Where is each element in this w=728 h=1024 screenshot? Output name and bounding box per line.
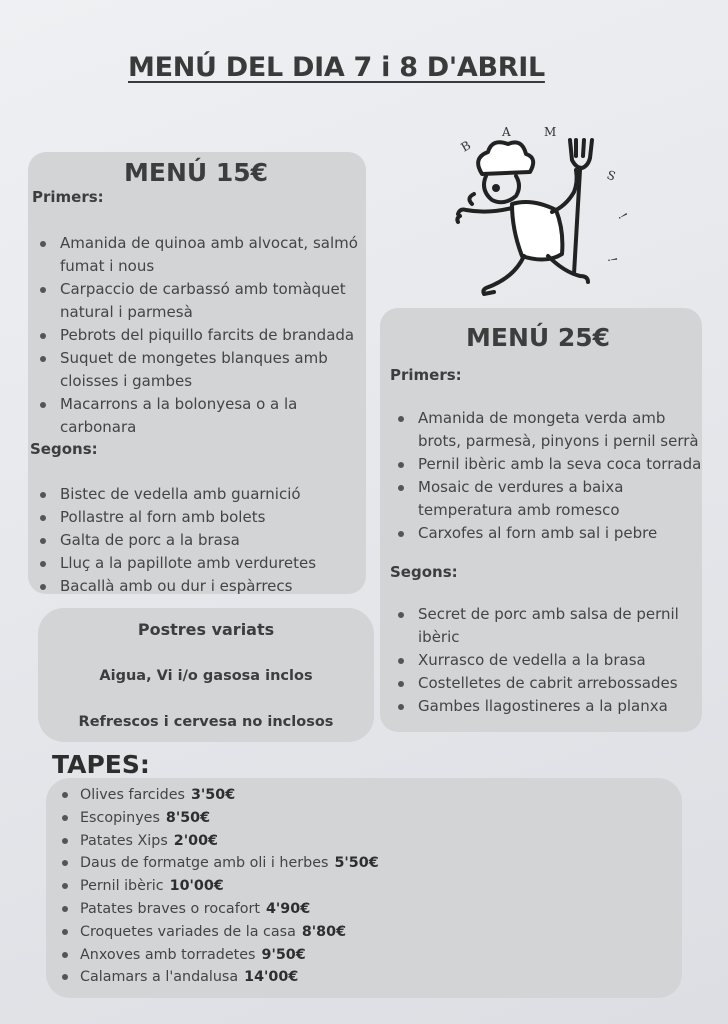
tapa-name: Anxoves amb torradetes xyxy=(80,946,256,963)
tapa-price: 10'00€ xyxy=(169,878,224,895)
list-item: Mosaic de verdures a baixa temperatura amb romesco xyxy=(394,476,701,522)
tapa-name: Daus de formatge amb oli i herbes xyxy=(80,855,329,872)
tapa-price: 2'00€ xyxy=(173,832,218,849)
tapa-name: Olives farcides xyxy=(80,787,185,803)
list-item: Carpaccio de carbassó amb tomàquet natural i parmesà xyxy=(36,278,358,324)
list-item xyxy=(58,898,379,921)
tapa-price: 14'00€ xyxy=(244,969,299,986)
tapes-list xyxy=(58,784,379,989)
menu-15-segons-label: Segons: xyxy=(30,440,98,458)
chef-letter-exclaim: ! xyxy=(615,210,630,222)
tapa-price: 3'50€ xyxy=(190,787,236,803)
list-item: Costelletes de cabrit arrebossades xyxy=(394,672,679,695)
list-item xyxy=(58,807,379,830)
list-item: Bacallà amb ou dur i espàrrecs xyxy=(36,575,316,598)
tapa-name: Escopinyes xyxy=(80,809,160,826)
list-item: Gambes llagostineres a la planxa xyxy=(394,695,679,718)
dancing-chef-illustration xyxy=(452,112,642,302)
menu-25-segons-list xyxy=(394,603,679,718)
list-item: Suquet de mongetes blanques amb cloisses i gambes xyxy=(36,347,358,393)
menu-15-title: MENÚ 15€ xyxy=(124,158,269,187)
tapa-name: Patates Xips xyxy=(80,832,168,849)
list-item xyxy=(58,944,379,967)
list-item xyxy=(58,875,379,898)
list-item: Macarrons a la bolonyesa o a la carbonara xyxy=(36,393,358,439)
menu-15-primers-label: Primers: xyxy=(32,188,104,206)
chef-letter-exclaim: ! xyxy=(605,256,620,264)
list-item xyxy=(58,966,379,989)
list-item: Amanida de quinoa amb alvocat, salmó fumat i nous xyxy=(36,232,358,278)
postres-title: Postres variats xyxy=(137,620,275,639)
page-title: MENÚ DEL DIA 7 i 8 D'ABRIL xyxy=(128,52,545,83)
tapa-price: 4'90€ xyxy=(265,900,311,917)
postres-panel xyxy=(38,608,374,742)
list-item: Lluç a la papillote amb verduretes xyxy=(36,552,316,575)
list-item: Bistec de vedella amb guarnició xyxy=(36,483,316,506)
drinks-not-included-note: Refrescos i cervesa no inclosos xyxy=(78,714,334,730)
menu-25-primers-list xyxy=(394,407,701,545)
menu-25-title: MENÚ 25€ xyxy=(466,323,611,352)
tapa-price: 9'50€ xyxy=(261,946,306,963)
tapa-name: Croquetes variades de la casa xyxy=(80,923,296,940)
list-item: Pernil ibèric amb la seva coca torrada xyxy=(394,453,701,476)
menu-15-segons-list xyxy=(36,483,316,598)
list-item xyxy=(58,830,379,853)
list-item: Amanida de mongeta verda amb brots, parmesà, pinyons i pernil serrà xyxy=(394,407,701,453)
list-item xyxy=(58,921,379,944)
list-item: Pebrots del piquillo farcits de brandada xyxy=(36,324,358,347)
chef-letter-a: A xyxy=(502,125,511,139)
list-item xyxy=(58,852,379,875)
list-item: Galta de porc a la brasa xyxy=(36,529,316,552)
drinks-included-note: Aigua, Vi i/o gasosa inclos xyxy=(99,668,313,684)
chef-letter-s: S xyxy=(604,167,618,184)
tapa-price: 5'50€ xyxy=(334,855,379,872)
tapa-name: Calamars a l'andalusa xyxy=(80,969,239,986)
list-item: Carxofes al forn amb sal i pebre xyxy=(394,522,701,545)
tapa-price: 8'80€ xyxy=(301,923,347,940)
chef-letter-m: M xyxy=(544,125,557,139)
chef-letter-b: B xyxy=(458,138,474,155)
menu-15-primers-list xyxy=(36,232,358,439)
list-item: Pollastre al forn amb bolets xyxy=(36,506,316,529)
tapa-name: Pernil ibèric xyxy=(80,878,164,895)
tapes-title: TAPES: xyxy=(52,750,150,779)
list-item: Xurrasco de vedella a la brasa xyxy=(394,649,679,672)
menu-25-primers-label: Primers: xyxy=(390,366,462,384)
tapa-name: Patates braves o rocafort xyxy=(80,900,260,917)
menu-25-segons-label: Segons: xyxy=(390,563,458,581)
list-item: Secret de porc amb salsa de pernil ibèric xyxy=(394,603,679,649)
tapa-price: 8'50€ xyxy=(165,809,211,826)
list-item xyxy=(58,784,379,807)
